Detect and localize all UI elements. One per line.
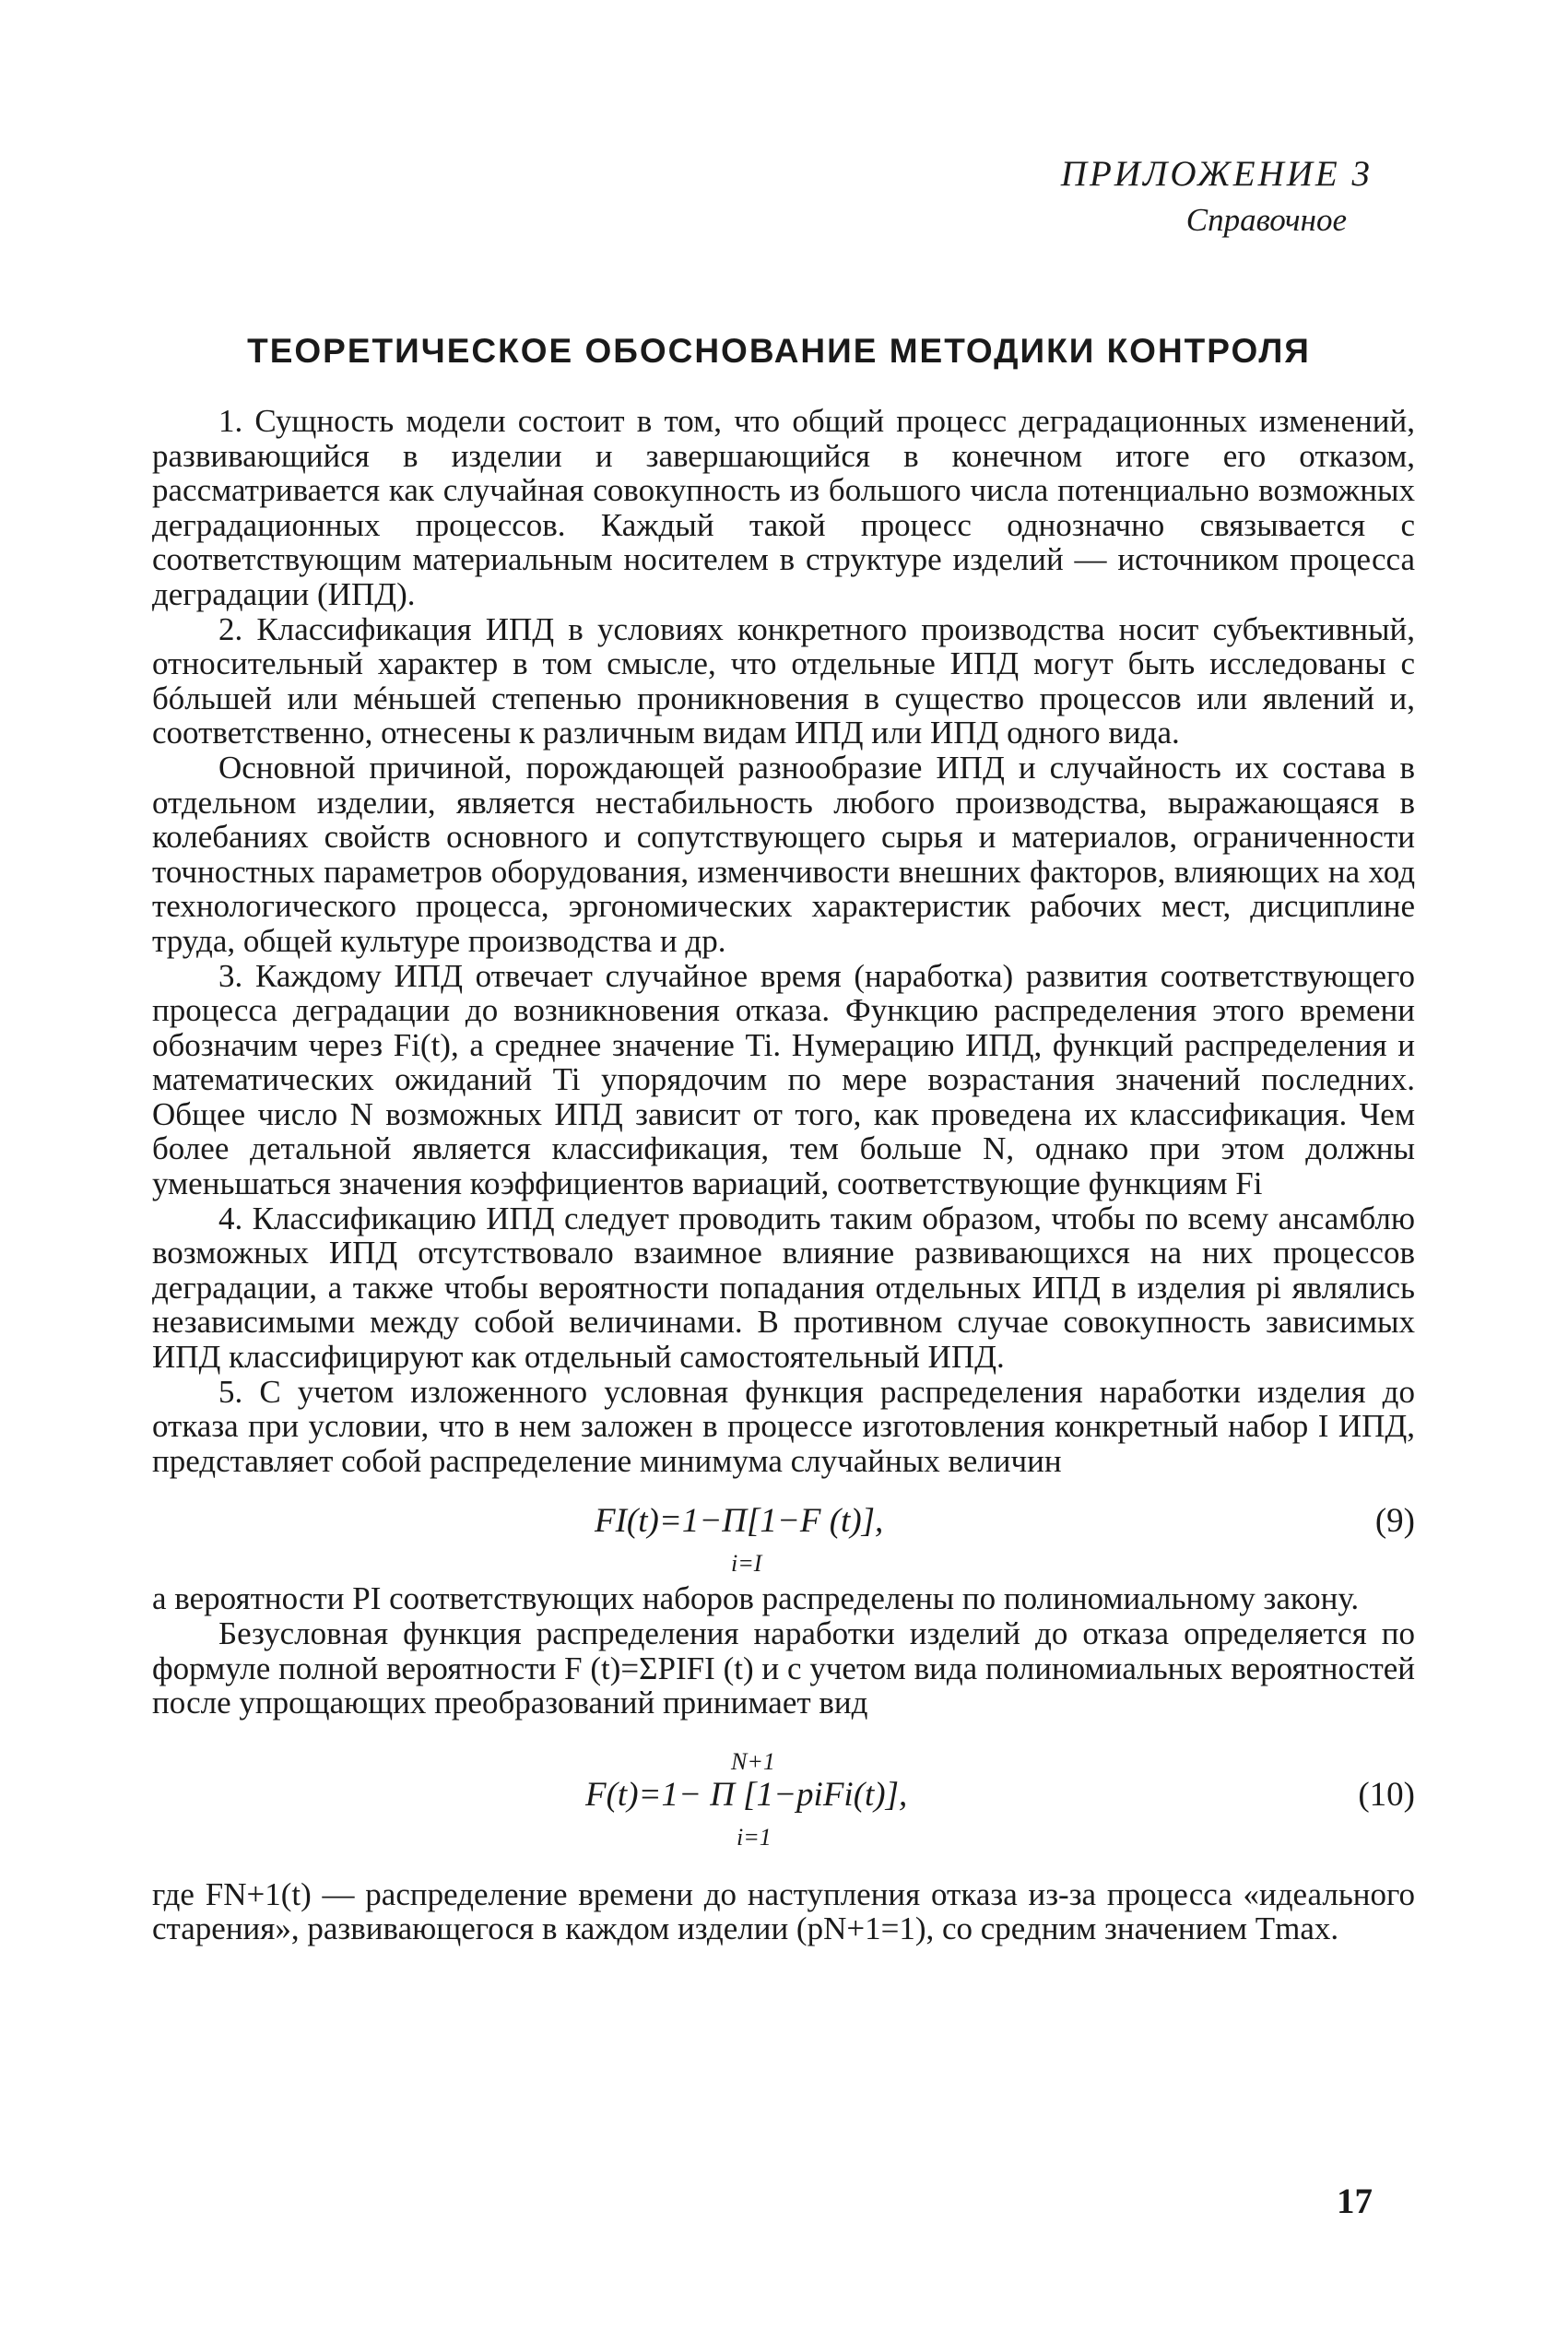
paragraph-4: 3. Каждому ИПД отвечает случайное время (наработка) развития соответствующего процесса деградации до возникновения отказа. Функцию распределения этого времени обозначим через Fi(t), а среднее значение Ti. Нумерацию ИПД, функций распределения и математических ожиданий Ti упорядочим по мере возрастания значений последних. Общее число N возможных ИПД зависит от того, как проведена их классификация. Чем более детальной является классификация, тем больше N, однако при этом должны уменьшаться значения коэффициентов вариаций, соответствующие функциям Fi	[152, 957, 1415, 1202]
formula-10-product-lower: i=1	[737, 1823, 772, 1851]
section-title: ТЕОРЕТИЧЕСКОЕ ОБОСНОВАНИЕ МЕТОДИКИ КОНТРОЛЯ	[247, 332, 1311, 370]
formula-10-number: (10)	[1358, 1775, 1415, 1814]
page-number: 17	[1337, 2182, 1373, 2221]
appendix-label: ПРИЛОЖЕНИЕ 3	[1060, 154, 1373, 194]
paragraph-after-9: а вероятности PI соответствующих наборов распределены по полиномиальному закону.	[152, 1580, 1360, 1617]
formula-9-expression: FI(t)=1−Π[1−F (t)],	[595, 1502, 884, 1541]
appendix-subtitle: Справочное	[1185, 202, 1347, 238]
body-text	[152, 404, 1415, 1946]
paragraph-3: Основной причиной, порождающей разнообразие ИПД и случайность их состава в отдельном изделии, является нестабильность любого производства, выражающаяся в колебаниях свойств основного и сопутствующего сырья и материалов, ограниченности точностных параметров оборудования, изменчивости внешних факторов, влияющих на ход технологического процесса, эргономических характеристик рабочих мест, дисциплине труда, общей культуре производства и др.	[152, 749, 1415, 959]
paragraph-5: 4. Классификацию ИПД следует проводить таким образом, чтобы по всему ансамблю возможных ИПД отсутствовало взаимное влияние развивающихся на них процессов деградации, а также чтобы вероятности попадания отдельных ИПД в изделия pi являлись независимыми между собой величинами. В противном случае совокупность зависимых ИПД классифицируют как отдельный самостоятельный ИПД.	[152, 1200, 1415, 1376]
paragraph-6: 5. С учетом изложенного условная функция распределения наработки изделия до отказа при условии, что в нем заложен в процессе изготовления конкретный набор I ИПД, представляет собой распределение минимума случайных величин	[152, 1373, 1415, 1479]
formula-9-number: (9)	[1374, 1502, 1415, 1541]
formula-9-product-index: i=I	[731, 1550, 762, 1578]
paragraph-1: 1. Сущность модели состоит в том, что общий процесс деградационных изменений, развивающийся в изделии и завершающийся в конечном итоге его отказом, рассматривается как случайная совокупность из большого числа потенциально возможных деградационных процессов. Каждый такой процесс однозначно связывается с соответствующим материальным носителем в структуре изделий — источником процесса деградации (ИПД).	[152, 403, 1415, 612]
formula-10-product-upper: N+1	[731, 1747, 775, 1775]
paragraph-2: 2. Классификация ИПД в условиях конкретного производства носит субъективный, относительный характер в том смысле, что отдельные ИПД могут быть исследованы с бóльшей или мéньшей степенью проникновения в существо процессов или явлений и, соответственно, отнесены к различным видам ИПД или ИПД одного вида.	[152, 610, 1415, 751]
formula-9	[152, 1478, 1415, 1581]
paragraph-unconditional: Безусловная функция распределения наработки изделий до отказа определяется по формуле полной вероятности F (t)=ΣPIFI (t) и с учетом вида полиномиальных вероятностей после упрощающих преобразований принимает вид	[152, 1615, 1415, 1721]
formula-10-expression: F(t)=1− Π [1−piFi(t)],	[585, 1775, 908, 1814]
formula-10	[152, 1721, 1415, 1877]
paragraph-after-10: где FN+1(t) — распределение времени до наступления отказа из-за процесса «идеального старения», развивающегося в каждом изделии (pN+1=1), со средним значением Tmax.	[152, 1875, 1415, 1947]
